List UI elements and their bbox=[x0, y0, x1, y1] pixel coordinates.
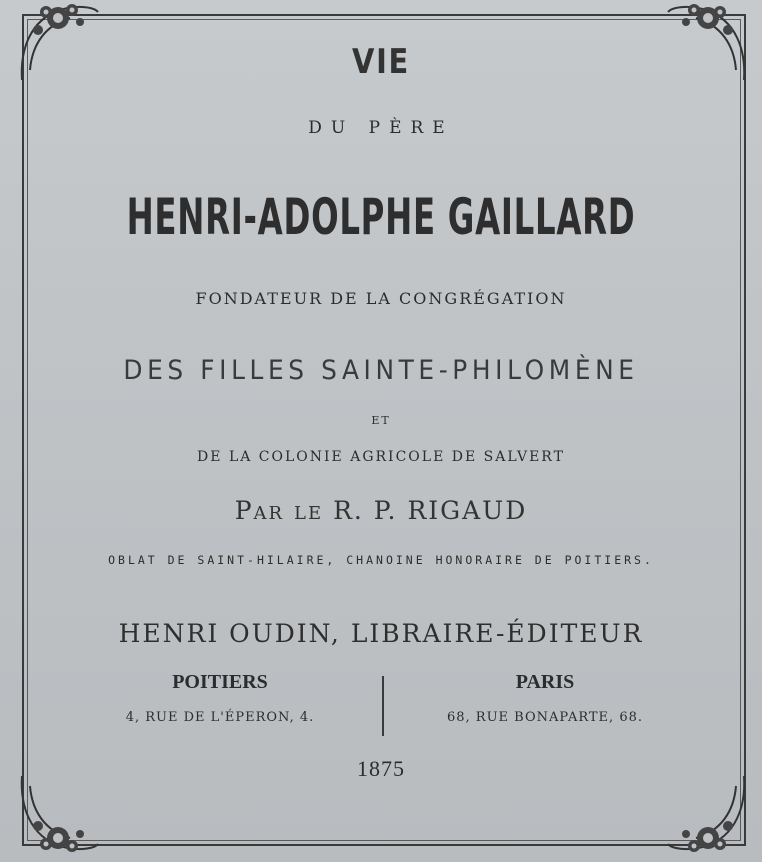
city-paris: PARIS bbox=[515, 671, 575, 693]
subtitle-et: ET bbox=[371, 414, 391, 427]
subject-name: HENRI-ADOLPHE GAILLARD bbox=[126, 188, 636, 246]
publisher: HENRI OUDIN, LIBRAIRE-ÉDITEUR bbox=[118, 619, 644, 648]
address-poitiers: 4, RUE DE L'ÉPERON, 4. bbox=[125, 710, 315, 725]
subtitle-fondateur: FONDATEUR DE LA CONGRÉGATION bbox=[195, 289, 567, 308]
title-vie: VIE bbox=[352, 42, 410, 82]
author-line: Par le R. P. RIGAUD bbox=[234, 496, 528, 525]
subtitle-colonie: DE LA COLONIE AGRICOLE DE SALVERT bbox=[197, 449, 565, 465]
address-divider bbox=[382, 676, 384, 736]
author-title: OBLAT DE SAINT-HILAIRE, CHANOINE HONORAIRE DE POITIERS. bbox=[108, 553, 654, 567]
title-du-pere: DU PÈRE bbox=[308, 118, 454, 138]
city-poitiers: POITIERS bbox=[172, 671, 268, 693]
address-paris: 68, RUE BONAPARTE, 68. bbox=[447, 710, 643, 725]
subtitle-congregation: DES FILLES SAINTE-PHILOMÈNE bbox=[123, 355, 639, 386]
publication-year: 1875 bbox=[357, 756, 405, 781]
